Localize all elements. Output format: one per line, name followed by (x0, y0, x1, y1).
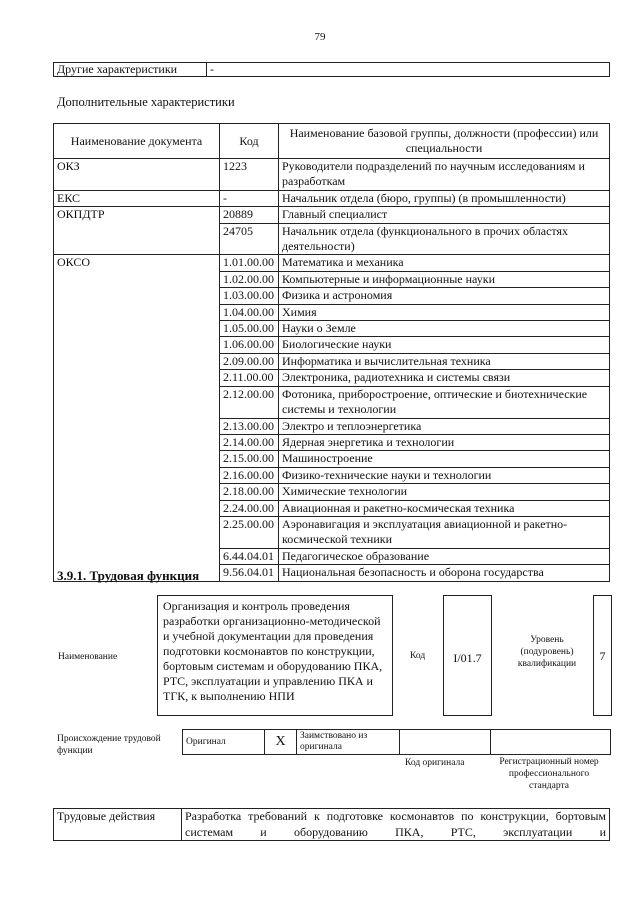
document-cell: ОКЗ (54, 159, 220, 191)
table-row (54, 255, 610, 271)
group-name-cell: Машиностроение (279, 451, 610, 467)
code-cell: 2.14.00.00 (220, 434, 279, 450)
labor-actions-label: Трудовые действия (54, 809, 182, 841)
group-name-cell: Компьютерные и информационные науки (279, 271, 610, 287)
function-name-label: Наименование (58, 652, 118, 662)
qualification-level-value: 7 (593, 595, 612, 716)
reg-number-cell (491, 730, 611, 755)
code-cell: 2.11.00.00 (220, 370, 279, 386)
code-original-label: Код оригинала (405, 758, 465, 768)
code-cell: 9.56.04.01 (220, 565, 279, 581)
code-cell: - (220, 190, 279, 206)
code-cell: 6.44.04.01 (220, 548, 279, 564)
other-characteristics-row (53, 62, 610, 77)
document-cell: ОКПДТР (54, 207, 220, 255)
group-name-cell: Ядерная энергетика и технологии (279, 434, 610, 450)
group-name-cell: Авиационная и ракетно-космическая техника (279, 500, 610, 516)
section-title: 3.9.1. Трудовая функция (57, 568, 200, 583)
code-cell: 1.04.00.00 (220, 304, 279, 320)
table-row (54, 207, 610, 223)
table-row (54, 159, 610, 191)
group-name-cell: Химия (279, 304, 610, 320)
original-label: Оригинал (183, 730, 265, 755)
code-cell: 2.16.00.00 (220, 467, 279, 483)
document-cell: ЕКС (54, 190, 220, 206)
header-group-name: Наименование базовой группы, должности (профессии) или специальности (279, 124, 610, 159)
group-name-cell: Начальник отдела (бюро, группы) (в промышленности) (279, 190, 610, 206)
code-cell: 2.12.00.00 (220, 386, 279, 418)
code-cell: 1.06.00.00 (220, 337, 279, 353)
group-name-cell: Науки о Земле (279, 321, 610, 337)
additional-characteristics-table (53, 123, 610, 582)
code-cell: 1.03.00.00 (220, 288, 279, 304)
group-name-cell: Фотоника, приборостроение, оптические и биотехнические системы и технологии (279, 386, 610, 418)
code-cell: 1.01.00.00 (220, 255, 279, 271)
other-characteristics-label: Другие характеристики (54, 63, 207, 77)
group-name-cell: Электроника, радиотехника и системы связи (279, 370, 610, 386)
original-mark: X (265, 730, 297, 755)
qualification-level-label: Уровень (подуровень) квалификации (517, 635, 577, 669)
table-body (54, 159, 610, 582)
group-name-cell: Руководители подразделений по научным исследованиям и разработкам (279, 159, 610, 191)
code-cell: 2.24.00.00 (220, 500, 279, 516)
group-name-cell: Физика и астрономия (279, 288, 610, 304)
code-original-cell (400, 730, 491, 755)
function-name-value: Организация и контроль проведения разработки организационно-методической и учебной документации для проведения подготовки космонавтов по конструкции, бортовым системам и оборудованию ПКА, РТС, эксплуатации и управлению ПКА и ТГК, к выполнению НПИ (157, 595, 393, 716)
origin-label: Происхождение трудовой функции (57, 734, 161, 756)
labor-actions-table (53, 808, 610, 841)
code-cell: 2.18.00.00 (220, 484, 279, 500)
code-cell: 1.05.00.00 (220, 321, 279, 337)
group-name-cell: Электро и теплоэнергетика (279, 418, 610, 434)
group-name-cell: Химические технологии (279, 484, 610, 500)
function-code-value: I/01.7 (443, 595, 492, 716)
code-cell: 20889 (220, 207, 279, 223)
group-name-cell: Главный специалист (279, 207, 610, 223)
code-cell: 2.09.00.00 (220, 353, 279, 369)
reg-number-label: Регистрационный номер профессионального стандарта (499, 757, 599, 791)
header-code: Код (220, 124, 279, 159)
group-name-cell: Физико-технические науки и технологии (279, 467, 610, 483)
code-cell: 1223 (220, 159, 279, 191)
table-row (54, 190, 610, 206)
code-cell: 2.25.00.00 (220, 516, 279, 548)
code-cell: 2.13.00.00 (220, 418, 279, 434)
borrowed-label: Заимствовано из оригинала (297, 730, 400, 755)
group-name-cell: Аэронавигация и эксплуатация авиационной и ракетно-космической техники (279, 516, 610, 548)
code-cell: 2.15.00.00 (220, 451, 279, 467)
code-cell: 24705 (220, 223, 279, 255)
group-name-cell: Математика и механика (279, 255, 610, 271)
page-number: 79 (314, 31, 326, 43)
origin-table (182, 729, 611, 755)
group-name-cell: Начальник отдела (функционального в прочих областях деятельности) (279, 223, 610, 255)
group-name-cell: Национальная безопасность и оборона государства (279, 565, 610, 581)
labor-actions-text: Разработка требований к подготовке космонавтов по конструкции, бортовым системам и оборудованию ПКА, РТС, эксплуатации и (182, 809, 610, 841)
group-name-cell: Информатика и вычислительная техника (279, 353, 610, 369)
group-name-cell: Педагогическое образование (279, 548, 610, 564)
code-cell: 1.02.00.00 (220, 271, 279, 287)
document-cell: ОКСО (54, 255, 220, 581)
additional-characteristics-title: Дополнительные характеристики (57, 95, 235, 109)
other-characteristics-value: - (207, 63, 610, 77)
header-document: Наименование документа (54, 124, 220, 159)
function-code-label: Код (410, 651, 426, 661)
group-name-cell: Биологические науки (279, 337, 610, 353)
